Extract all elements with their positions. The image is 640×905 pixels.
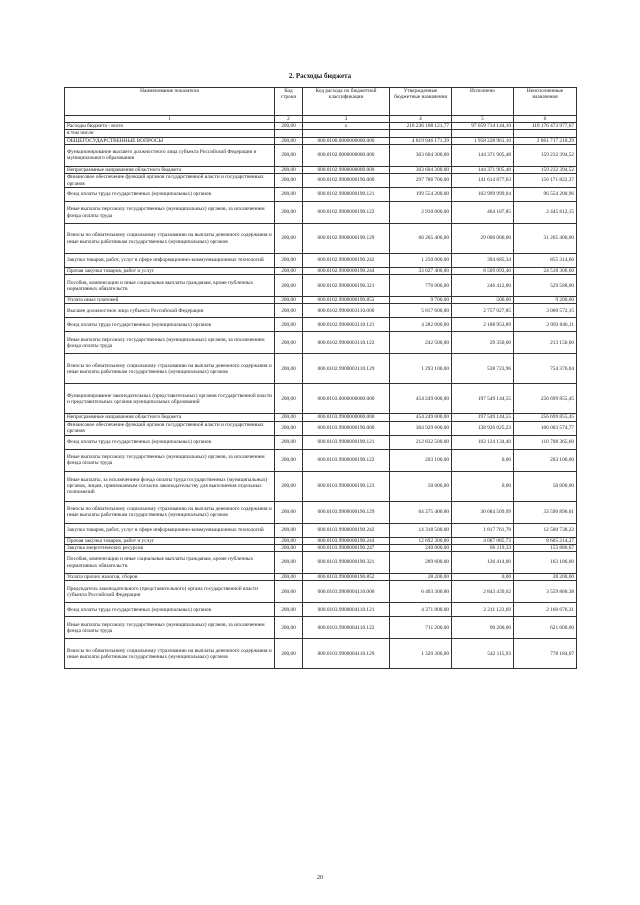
row-approved: 297 786 700,00 <box>390 174 452 188</box>
row-kbk: 000.0103.9900004110.121 <box>303 603 390 617</box>
row-kbk: 000.0103.9900000190.000 <box>303 421 390 435</box>
row-executed: 144 371 905,48 <box>452 144 514 166</box>
table-row <box>65 174 577 188</box>
row-unexecuted: 203 100,00 <box>514 449 577 471</box>
table-row <box>65 421 577 435</box>
row-name: Взносы по обязательному социальному страхованию на выплаты денежного содержания и иные выплаты работникам государственных (муниципальных) органов <box>65 639 275 669</box>
table-row <box>65 501 577 523</box>
row-unexecuted: 163 186,00 <box>514 552 577 574</box>
table-row <box>65 639 577 669</box>
row-code: 200,00 <box>275 574 303 581</box>
row-name: Закупка товаров, работ, услуг в сфере информационно-коммуникационных технологий <box>65 523 275 537</box>
row-approved: 28 200,00 <box>390 574 452 581</box>
row-executed: 29 000 000,00 <box>452 224 514 254</box>
row-kbk <box>303 130 390 137</box>
row-name: Фонд оплаты труда государственных (муниципальных) органов <box>65 603 275 617</box>
row-name: Закупка энергетических ресурсов <box>65 544 275 551</box>
table-row <box>65 471 577 501</box>
row-executed: 538 723,96 <box>452 354 514 384</box>
row-approved: 454 249 000,00 <box>390 384 452 414</box>
row-kbk: 000.0102.9900003110.121 <box>303 318 390 332</box>
table-row <box>65 123 577 130</box>
row-code: 200,00 <box>275 354 303 384</box>
column-number-row <box>65 116 577 123</box>
table-row <box>65 332 577 354</box>
header-code: Код строки <box>275 88 303 116</box>
row-approved <box>390 130 452 137</box>
row-approved: 1 250 000,00 <box>390 254 452 268</box>
row-executed: 0,00 <box>452 574 514 581</box>
row-unexecuted: 119 176 473 977,67 <box>514 123 577 130</box>
row-approved: 64 275 400,00 <box>390 501 452 523</box>
row-code: 200,00 <box>275 544 303 551</box>
row-name: Непрограммные направления областного бюджета <box>65 166 275 173</box>
row-approved: 60 265 400,00 <box>390 224 452 254</box>
row-name: Финансовое обеспечение функций органов государственной власти и государственных органов <box>65 421 275 435</box>
row-code: 200,00 <box>275 174 303 188</box>
row-unexecuted: 31 265 400,00 <box>514 224 577 254</box>
row-name: Уплата иных платежей <box>65 297 275 304</box>
row-kbk: 000.0103.9900004110.129 <box>303 639 390 669</box>
row-name: Пособия, компенсации и иные социальные выплаты гражданам, кроме публичных нормативных обязательств <box>65 552 275 574</box>
row-kbk: 000.0102.9900000190.321 <box>303 275 390 297</box>
row-executed: 464 187,85 <box>452 202 514 224</box>
table-row <box>65 318 577 332</box>
row-kbk: 000.0103.9900000190.129 <box>303 501 390 523</box>
row-unexecuted: 110 708 365,60 <box>514 435 577 449</box>
column-number: 3 <box>303 116 390 123</box>
row-executed: 0,00 <box>452 449 514 471</box>
row-executed: 4 087 085,73 <box>452 537 514 544</box>
row-unexecuted: 213 150,00 <box>514 332 577 354</box>
row-approved: 199 554 200,00 <box>390 188 452 202</box>
row-code: 200,00 <box>275 421 303 435</box>
column-number: 5 <box>452 116 514 123</box>
row-name: Расходы бюджета - всего <box>65 123 275 130</box>
row-approved: 50 000,00 <box>390 471 452 501</box>
row-name: Взносы по обязательному социальному страхованию на выплаты денежного содержания и иные выплаты работникам государственных (муниципальных) органов <box>65 354 275 384</box>
row-unexecuted <box>514 130 577 137</box>
row-approved: 776 000,00 <box>390 275 452 297</box>
table-row <box>65 414 577 421</box>
row-executed: 2 757 027,85 <box>452 304 514 318</box>
row-name: Иные выплаты, за исключением фонда оплаты труда государственных (муниципальных) органов, лицам, привлекаемым согласно законодательству для выполнения отдельных полномочий <box>65 471 275 501</box>
row-kbk: 000.0102.9900000000.000 <box>303 166 390 173</box>
row-name: Высшее должностное лицо субъекта Российской Федерации <box>65 304 275 318</box>
row-kbk: 000.0102.0000000000.000 <box>303 144 390 166</box>
row-executed: 90 200,00 <box>452 617 514 639</box>
row-unexecuted: 3 060 572,15 <box>514 304 577 318</box>
row-approved: 2 910 000,00 <box>390 202 452 224</box>
row-code: 200,00 <box>275 166 303 173</box>
row-executed: 86 119,33 <box>452 544 514 551</box>
row-approved: 1 293 100,00 <box>390 354 452 384</box>
row-code: 200,00 <box>275 268 303 275</box>
row-unexecuted: 529 588,00 <box>514 275 577 297</box>
row-approved: 4 282 000,00 <box>390 318 452 332</box>
row-unexecuted: 96 554 200,96 <box>514 188 577 202</box>
row-name: Иные выплаты персоналу государственных (муниципальных) органов, за исключением фонда оплаты труда <box>65 449 275 471</box>
row-executed: 102 124 134,40 <box>452 435 514 449</box>
row-approved: 216 236 188 121,77 <box>390 123 452 130</box>
expenses-table <box>64 87 577 669</box>
row-kbk: 000.0102.9900003110.122 <box>303 332 390 354</box>
row-code: 200,00 <box>275 449 303 471</box>
row-approved: 240 000,00 <box>390 544 452 551</box>
row-code: 200,00 <box>275 275 303 297</box>
header-row <box>65 88 577 116</box>
row-unexecuted: 159 232 394,52 <box>514 144 577 166</box>
row-approved: 303 604 300,00 <box>390 166 452 173</box>
table-row <box>65 304 577 318</box>
row-kbk: 000.0103.9900000190.321 <box>303 552 390 574</box>
row-executed: 8 509 093,40 <box>452 268 514 275</box>
row-kbk: 000.0103.9900000190.244 <box>303 537 390 544</box>
row-name: Прочая закупка товаров, работ и услуг <box>65 537 275 544</box>
row-code: 200,00 <box>275 304 303 318</box>
row-unexecuted: 754 376,04 <box>514 354 577 384</box>
row-unexecuted: 778 184,07 <box>514 639 577 669</box>
row-name: в том числе: <box>65 130 275 137</box>
row-executed: 102 999 999,04 <box>452 188 514 202</box>
table-row <box>65 297 577 304</box>
row-executed: 394 685,34 <box>452 254 514 268</box>
row-name: Уплата прочих налогов, сборов <box>65 574 275 581</box>
row-name: Непрограммные направления областного бюджета <box>65 414 275 421</box>
row-executed: 197 549 144,55 <box>452 414 514 421</box>
row-code: 200,00 <box>275 617 303 639</box>
row-approved: 6 403 300,00 <box>390 581 452 603</box>
row-kbk: 000.0103.9900000000.000 <box>303 414 390 421</box>
row-executed: 500,00 <box>452 297 514 304</box>
row-name: Фонд оплаты труда государственных (муниципальных) органов <box>65 188 275 202</box>
row-name: Фонд оплаты труда государственных (муниципальных) органов <box>65 435 275 449</box>
row-unexecuted: 2 160 676,31 <box>514 603 577 617</box>
row-code: 200,00 <box>275 318 303 332</box>
row-name: Взносы по обязательному социальному страхованию на выплаты денежного содержания и иные выплаты работникам государственных (муниципальных) органов <box>65 224 275 254</box>
row-unexecuted: 256 699 855,45 <box>514 414 577 421</box>
table-row <box>65 449 577 471</box>
row-kbk: 000.0103.9900000190.852 <box>303 574 390 581</box>
row-executed: 141 614 877,63 <box>452 174 514 188</box>
row-kbk: 000.0100.0000000000.000 <box>303 137 390 144</box>
row-code: 200,00 <box>275 523 303 537</box>
row-code <box>275 130 303 137</box>
row-unexecuted: 33 590 890,01 <box>514 501 577 523</box>
row-unexecuted: 3 559 860,38 <box>514 581 577 603</box>
row-executed: 1 958 228 961,10 <box>452 137 514 144</box>
table-row <box>65 188 577 202</box>
section-title: 2. Расходы бюджета <box>288 72 352 80</box>
column-number: 4 <box>390 116 452 123</box>
row-approved: 303 604 300,00 <box>390 144 452 166</box>
row-kbk: 000.0102.9900000190.244 <box>303 268 390 275</box>
row-name: Закупка товаров, работ, услуг в сфере информационно-коммуникационных технологий <box>65 254 275 268</box>
table-row <box>65 574 577 581</box>
row-executed: 2 843 439,62 <box>452 581 514 603</box>
table-row <box>65 523 577 537</box>
row-kbk: 000.0103.9900000190.242 <box>303 523 390 537</box>
row-executed: 246 412,00 <box>452 275 514 297</box>
row-unexecuted: 28 200,00 <box>514 574 577 581</box>
row-unexecuted: 621 000,00 <box>514 617 577 639</box>
table-row <box>65 537 577 544</box>
row-unexecuted: 855 314,66 <box>514 254 577 268</box>
row-code: 200,00 <box>275 224 303 254</box>
row-kbk: 000.0102.9900000190.122 <box>303 202 390 224</box>
row-code: 200,00 <box>275 297 303 304</box>
row-unexecuted: 24 518 306,60 <box>514 268 577 275</box>
row-executed: 2 211 123,69 <box>452 603 514 617</box>
row-code: 200,00 <box>275 552 303 574</box>
row-kbk: 000.0102.9900000190.242 <box>303 254 390 268</box>
row-unexecuted: 12 500 738,22 <box>514 523 577 537</box>
row-name: Финансовое обеспечение функций органов государственной власти и государственных органов <box>65 174 275 188</box>
row-code: 200,00 <box>275 188 303 202</box>
row-approved: 1 320 300,00 <box>390 639 452 669</box>
table-body <box>65 123 577 669</box>
row-name: Взносы по обязательному социальному страхованию на выплаты денежного содержания и иные выплаты работникам государственных (муниципальных) органов <box>65 501 275 523</box>
row-approved: 4 371 800,00 <box>390 603 452 617</box>
row-code: 200,00 <box>275 414 303 421</box>
row-code: 200,00 <box>275 603 303 617</box>
row-unexecuted: 2 093 046,11 <box>514 318 577 332</box>
column-number: 1 <box>65 116 275 123</box>
row-code: 200,00 <box>275 332 303 354</box>
row-executed: 542 115,93 <box>452 639 514 669</box>
table-row <box>65 552 577 574</box>
table-row <box>65 130 577 137</box>
header-executed: Исполнено <box>452 88 514 116</box>
row-kbk: 000.0102.9900000190.129 <box>303 224 390 254</box>
row-kbk: 000.0102.9900003110.000 <box>303 304 390 318</box>
row-name: Функционирование высшего должностного лица субъекта Российской Федерации и муниципального образования <box>65 144 275 166</box>
row-executed: 1 817 761,78 <box>452 523 514 537</box>
header-approved: Утвержденные бюджетные назначения <box>390 88 452 116</box>
row-executed: 30 684 509,99 <box>452 501 514 523</box>
table-row <box>65 603 577 617</box>
row-unexecuted: 9 200,00 <box>514 297 577 304</box>
row-unexecuted: 50 000,00 <box>514 471 577 501</box>
row-code: 200,00 <box>275 144 303 166</box>
row-code: 200,00 <box>275 471 303 501</box>
table-row <box>65 435 577 449</box>
table-row <box>65 275 577 297</box>
row-executed: 197 549 144,55 <box>452 384 514 414</box>
row-code: 200,00 <box>275 384 303 414</box>
row-code: 200,00 <box>275 123 303 130</box>
row-approved: 711 200,00 <box>390 617 452 639</box>
table-row <box>65 581 577 603</box>
table-row <box>65 202 577 224</box>
row-executed: 144 371 905,48 <box>452 166 514 173</box>
row-unexecuted: 2 445 812,15 <box>514 202 577 224</box>
row-executed: 0,00 <box>452 471 514 501</box>
row-approved: 5 817 600,00 <box>390 304 452 318</box>
table-row <box>65 166 577 173</box>
row-kbk: 000.0102.9900000190.853 <box>303 297 390 304</box>
row-code: 200,00 <box>275 581 303 603</box>
row-unexecuted: 2 861 717 210,29 <box>514 137 577 144</box>
row-name: Прочая закупка товаров, работ и услуг <box>65 268 275 275</box>
row-kbk: 000.0103.9900000190.247 <box>303 544 390 551</box>
row-kbk: 000.0102.9900000190.121 <box>303 188 390 202</box>
header-kbk: Код расхода по бюджетной классификации <box>303 88 390 116</box>
row-unexecuted: 156 171 822,37 <box>514 174 577 188</box>
row-code: 200,00 <box>275 537 303 544</box>
row-approved: 4 819 946 171,39 <box>390 137 452 144</box>
row-approved: 212 832 500,00 <box>390 435 452 449</box>
row-approved: 242 500,00 <box>390 332 452 354</box>
row-name: Пособия, компенсации и иные социальные выплаты гражданам, кроме публичных нормативных обязательств <box>65 275 275 297</box>
row-name: Председатель законодательного (представительного) органа государственной власти субъекта Российской Федерации <box>65 581 275 603</box>
row-name: Фонд оплаты труда государственных (муниципальных) органов <box>65 318 275 332</box>
row-unexecuted: 159 232 394,52 <box>514 166 577 173</box>
row-approved: 304 929 600,00 <box>390 421 452 435</box>
row-name: Функционирование законодательных (представительных) органов государственной власти и представительных органов муниципальных образований <box>65 384 275 414</box>
row-executed: 2 188 953,89 <box>452 318 514 332</box>
table-row <box>65 384 577 414</box>
row-approved: 12 692 300,00 <box>390 537 452 544</box>
column-number: 6 <box>514 116 577 123</box>
row-unexecuted: 166 003 574,77 <box>514 421 577 435</box>
table-row <box>65 354 577 384</box>
row-approved: 454 249 000,00 <box>390 414 452 421</box>
table-row <box>65 254 577 268</box>
row-kbk: 000.0103.9900000190.123 <box>303 471 390 501</box>
row-name: Иные выплаты персоналу государственных (муниципальных) органов, за исключением фонда оплаты труда <box>65 202 275 224</box>
table-row <box>65 137 577 144</box>
row-kbk: 000.0102.9900003110.129 <box>303 354 390 384</box>
row-kbk: 000.0103.9900000190.122 <box>303 449 390 471</box>
table-row <box>65 544 577 551</box>
row-kbk: x <box>303 123 390 130</box>
row-approved: 14 318 500,00 <box>390 523 452 537</box>
header-unexecuted: Неисполненные назначения <box>514 88 577 116</box>
row-kbk: 000.0103.9900000190.121 <box>303 435 390 449</box>
row-name: Иные выплаты персоналу государственных (муниципальных) органов, за исключением фонда оплаты труда <box>65 332 275 354</box>
row-executed: 138 926 025,23 <box>452 421 514 435</box>
row-unexecuted: 153 880,67 <box>514 544 577 551</box>
row-code: 200,00 <box>275 501 303 523</box>
row-approved: 33 027 400,00 <box>390 268 452 275</box>
row-kbk: 000.0103.0000000000.000 <box>303 384 390 414</box>
row-kbk: 000.0103.9900004110.000 <box>303 581 390 603</box>
row-unexecuted: 8 605 214,27 <box>514 537 577 544</box>
column-number: 2 <box>275 116 303 123</box>
row-approved: 203 100,00 <box>390 449 452 471</box>
row-code: 200,00 <box>275 435 303 449</box>
row-kbk: 000.0102.9900000190.000 <box>303 174 390 188</box>
row-executed: 126 414,00 <box>452 552 514 574</box>
row-approved: 289 600,00 <box>390 552 452 574</box>
row-name: Иные выплаты персоналу государственных (муниципальных) органов, за исключением фонда оплаты труда <box>65 617 275 639</box>
row-executed: 97 059 714 144,10 <box>452 123 514 130</box>
page-number: 20 <box>317 875 323 881</box>
row-code: 200,00 <box>275 137 303 144</box>
header-name: Наименование показателя <box>65 88 275 116</box>
row-code: 200,00 <box>275 639 303 669</box>
row-name: ОБЩЕГОСУДАРСТВЕННЫЕ ВОПРОСЫ <box>65 137 275 144</box>
row-approved: 9 700,00 <box>390 297 452 304</box>
table-row <box>65 617 577 639</box>
row-code: 200,00 <box>275 254 303 268</box>
row-code: 200,00 <box>275 202 303 224</box>
table-row <box>65 224 577 254</box>
row-unexecuted: 256 699 855,45 <box>514 384 577 414</box>
row-executed: 29 350,00 <box>452 332 514 354</box>
row-executed <box>452 130 514 137</box>
table-row <box>65 144 577 166</box>
table-row <box>65 268 577 275</box>
row-kbk: 000.0103.9900004110.122 <box>303 617 390 639</box>
